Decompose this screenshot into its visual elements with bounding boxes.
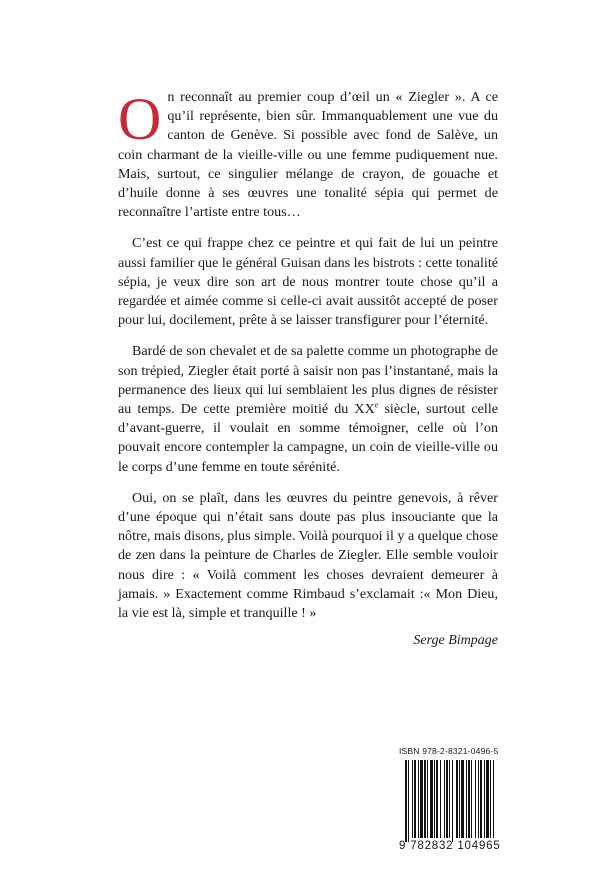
paragraph-1-text: n reconnaît au premier coup d’œil un « Ziegler ». A ce qu’il représente, bien sûr. Immanquablement une vue du canton de Genève. Si possible avec fond de Salève, un coin charmant de la vieille-ville ou une femme pudiquement nue. Mais, surtout, ce singulier mélange de crayon, de gouache et d’huile donne à ses œuvres une tonalité sépia qui permet de reconnaître l’artiste entre tous…	[118, 89, 498, 221]
isbn-label: ISBN 978-2-8321-0496-5	[399, 746, 499, 756]
paragraph-2: C’est ce qui frappe chez ce peintre et qui fait de lui un peintre aussi familier que le général Guisan dans les bistrots : cette tonalité sépia, je veux dire son art de nous montrer toute chose qu’il a regardée et aimée comme si celle-ci avait aussitôt accepté de poser pour lui, docilement, prête à se laisser transfigurer pour l’éternité.	[118, 235, 498, 329]
paragraph-3	[118, 342, 498, 476]
century-superscript: e	[374, 400, 379, 410]
paragraph-3-text-a: Bardé de son chevalet et de sa palette comme un photographe de son trépied, Ziegler était porté à saisir non pas l’instantané, mais la permanence des lieux qui lui semblaient les plus dignes de résister au temps. De cette première moitié du	[118, 343, 498, 418]
back-cover-text	[118, 88, 498, 623]
isbn-barcode	[399, 746, 503, 866]
paragraph-3-text-b: siècle, surtout celle d’avant-guerre, il voulait en somme témoigner, celle où l’on pouvait encore contempler la campagne, un coin de vieille-ville ou le corps d’une femme en toute sérénité.	[118, 401, 498, 475]
barcode-digits: 9 782832 104965	[399, 840, 501, 852]
author-signature: Serge Bimpage	[413, 633, 498, 648]
drop-cap: O	[118, 86, 162, 152]
paragraph-4: Oui, on se plaît, dans les œuvres du peintre genevois, à rêver d’une époque qui n’était sans doute pas plus insouciante que la nôtre, mais disons, plus simple. Voilà pourquoi il y a quelque chose de zen dans la peinture de Charles de Ziegler. Elle semble vouloir nous dire : « Voilà comment les choses devraient demeurer à jamais. » Exactement comme Rimbaud s’exclamait :« Mon Dieu, la vie est là, simple et tranquille ! »	[118, 489, 498, 622]
paragraph-1	[118, 88, 498, 222]
century-numeral: XX	[354, 401, 375, 418]
barcode-icon	[399, 760, 503, 844]
